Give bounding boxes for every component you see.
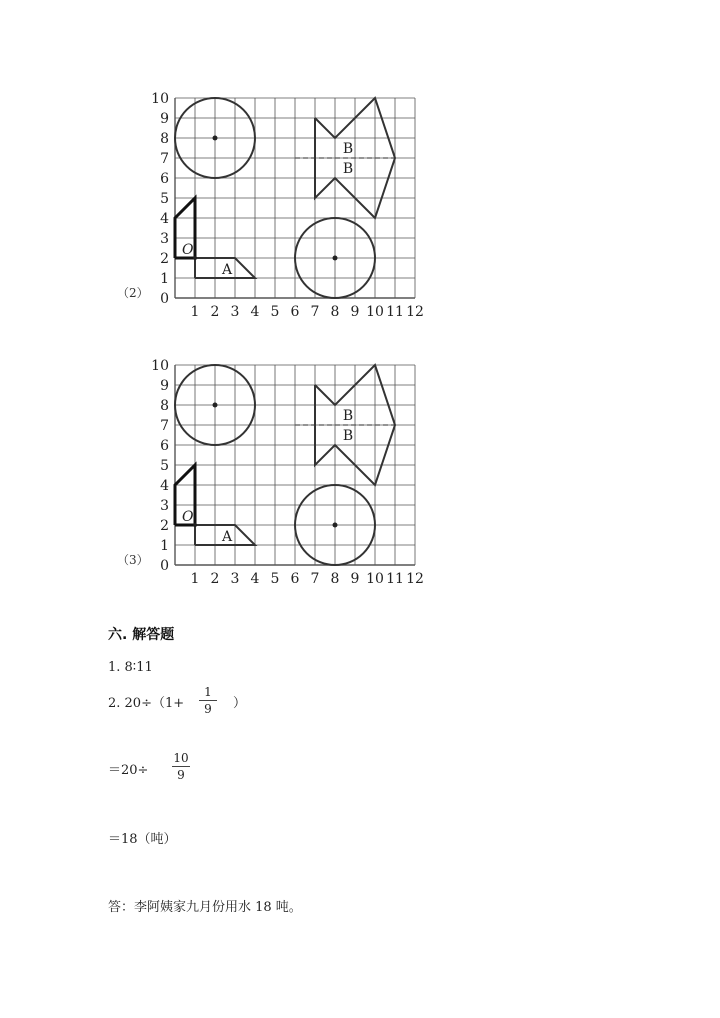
x-tick-label: 4 xyxy=(250,571,260,585)
answer-1: 1. 8∶11 xyxy=(108,660,153,675)
section-title: 六. 解答题 xyxy=(108,627,175,643)
fraction-bar xyxy=(199,700,217,701)
shape-a-label: A xyxy=(221,262,233,278)
x-tick-label: 3 xyxy=(230,304,240,318)
point-o-label: O xyxy=(182,242,194,258)
y-tick-label: 1 xyxy=(160,538,169,554)
x-tick-label: 6 xyxy=(290,571,300,585)
grid-figure-2 xyxy=(100,88,440,318)
y-tick-label: 2 xyxy=(160,251,169,267)
point-o-dot xyxy=(193,523,197,527)
x-tick-label: 5 xyxy=(270,571,280,585)
shape-a-label: A xyxy=(221,529,233,545)
fraction-denominator: 9 xyxy=(204,702,212,716)
x-tick-label: 6 xyxy=(290,304,300,318)
x-tick-label: 9 xyxy=(350,571,360,585)
y-tick-label: 3 xyxy=(160,498,169,514)
fraction-bar xyxy=(172,766,190,767)
x-tick-label: 5 xyxy=(270,304,280,318)
y-tick-label: 4 xyxy=(160,211,169,227)
answer-2-line-1: 2. 20÷（1+ xyxy=(108,696,185,711)
y-tick-label: 6 xyxy=(160,171,169,187)
figure-label: （3） xyxy=(117,553,149,567)
y-tick-label: 8 xyxy=(160,398,169,414)
x-tick-label: 10 xyxy=(366,304,384,318)
y-tick-label: 10 xyxy=(151,358,169,374)
x-tick-label: 8 xyxy=(330,571,340,585)
shape-b-label: B xyxy=(342,141,354,157)
y-tick-label: 2 xyxy=(160,518,169,534)
y-tick-label: 3 xyxy=(160,231,169,247)
x-tick-label: 9 xyxy=(350,304,360,318)
x-tick-label: 10 xyxy=(366,571,384,585)
x-tick-label: 2 xyxy=(210,571,220,585)
fraction-one-ninth xyxy=(197,685,219,716)
figure-label: （2） xyxy=(117,286,149,300)
grid-figure-3 xyxy=(100,355,440,585)
circle-center-dot xyxy=(213,403,218,408)
shape-b-label: B xyxy=(342,428,354,444)
y-tick-label: 7 xyxy=(160,418,169,434)
x-tick-label: 1 xyxy=(190,304,200,318)
final-answer: 答：李阿姨家九月份用水 18 吨。 xyxy=(108,900,302,915)
closing-paren: ） xyxy=(233,696,247,711)
fraction-numerator: 10 xyxy=(173,751,189,765)
figure-3 xyxy=(100,355,440,585)
y-tick-label: 9 xyxy=(160,378,169,394)
fraction-ten-ninths xyxy=(170,751,192,782)
y-tick-label: 9 xyxy=(160,111,169,127)
x-tick-label: 11 xyxy=(386,571,404,585)
x-tick-label: 7 xyxy=(310,304,320,318)
circle-center-dot xyxy=(333,523,338,528)
x-tick-label: 8 xyxy=(330,304,340,318)
y-tick-label: 0 xyxy=(160,291,169,307)
point-o-label: O xyxy=(182,509,194,525)
x-tick-label: 3 xyxy=(230,571,240,585)
y-tick-label: 0 xyxy=(160,558,169,574)
y-tick-label: 10 xyxy=(151,91,169,107)
answer-2-line-3: ＝18（吨） xyxy=(108,832,177,847)
x-tick-label: 2 xyxy=(210,304,220,318)
figure-2 xyxy=(100,88,440,318)
x-tick-label: 7 xyxy=(310,571,320,585)
answer-2-line-2: ＝20÷ xyxy=(108,763,149,778)
fraction-denominator: 9 xyxy=(177,768,185,782)
circle-center-dot xyxy=(213,136,218,141)
y-tick-label: 5 xyxy=(160,191,169,207)
circle-center-dot xyxy=(333,256,338,261)
fraction-numerator: 1 xyxy=(204,685,212,699)
point-o-dot xyxy=(193,256,197,260)
y-tick-label: 8 xyxy=(160,131,169,147)
y-tick-label: 7 xyxy=(160,151,169,167)
y-tick-label: 1 xyxy=(160,271,169,287)
x-tick-label: 12 xyxy=(406,304,424,318)
x-tick-label: 12 xyxy=(406,571,424,585)
y-tick-label: 4 xyxy=(160,478,169,494)
shape-b-label: B xyxy=(342,161,354,177)
x-tick-label: 11 xyxy=(386,304,404,318)
x-tick-label: 4 xyxy=(250,304,260,318)
y-tick-label: 5 xyxy=(160,458,169,474)
y-tick-label: 6 xyxy=(160,438,169,454)
x-tick-label: 1 xyxy=(190,571,200,585)
shape-b-label: B xyxy=(342,408,354,424)
